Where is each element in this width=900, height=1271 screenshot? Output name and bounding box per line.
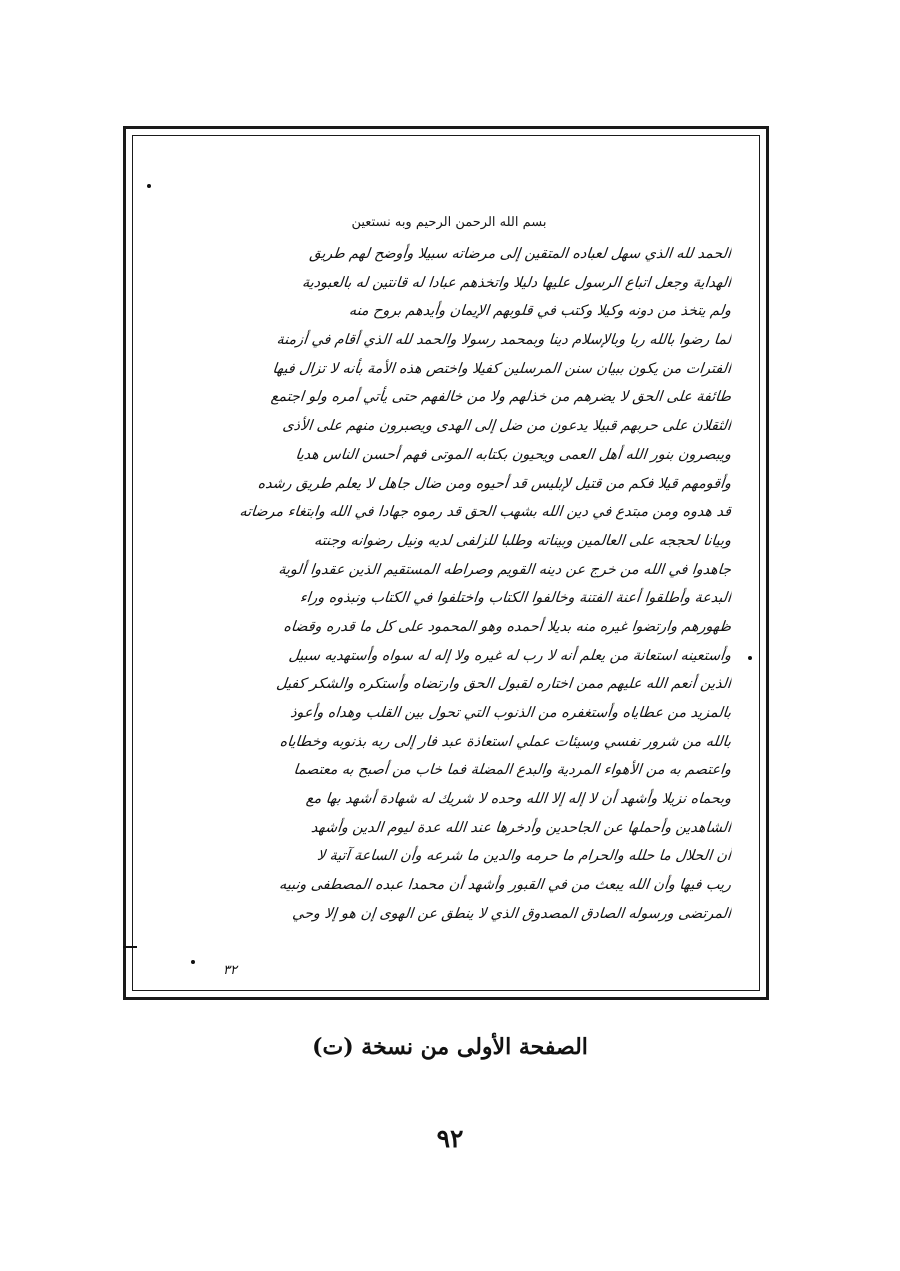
manuscript-line: وأستعينه استعانة من يعلم أنه لا رب له غيره ولا إله له سواه وأستهديه سبيل — [287, 647, 732, 664]
manuscript-line: طائفة على الحق لا يضرهم من خذلهم ولا من خالفهم حتى يأتي أمره ولو اجتمع — [270, 389, 732, 406]
manuscript-frame-inner — [132, 135, 760, 991]
manuscript-line: أن الحلال ما حلله والحرام ما حرمه والدين ما شرعه وأن الساعة آتية لا — [316, 848, 732, 865]
manuscript-line: واعتصم به من الأهواء المردية والبدع المضلة فما خاب من أصبح به معتصما — [292, 762, 732, 779]
figure-caption: الصفحة الأولى من نسخة (ت) — [312, 1034, 588, 1060]
folio-number: ٣٢ — [223, 963, 237, 978]
manuscript-line: وبيانا لحججه على العالمين وبيناته وطلبا للزلفى لديه ونيل رضوانه وجنته — [313, 532, 732, 549]
manuscript-line: لما رضوا بالله ربا وبالإسلام دينا وبمحمد رسولا والحمد لله الذي أقام في أزمنة — [275, 332, 732, 349]
manuscript-line: البدعة وأطلقوا أعنة الفتنة وخالفوا الكتاب واختلفوا في الكتاب ونبذوه وراء — [299, 590, 732, 607]
manuscript-lines — [167, 240, 731, 929]
manuscript-line: ويبصرون بنور الله أهل العمى ويحيون بكتابه الموتى فهم أحسن الناس هديا — [294, 446, 732, 463]
manuscript-heading: بسم الله الرحمن الرحيم وبه نستعين — [351, 215, 547, 230]
page-number: ٩٢ — [436, 1124, 464, 1153]
manuscript-line: ريب فيها وأن الله يبعث من في القبور وأشهد أن محمدا عبده المصطفى ونبيه — [278, 877, 732, 894]
manuscript-line: جاهدوا في الله من خرج عن دينه القويم وصراطه المستقيم الذين عقدوا ألوية — [277, 561, 732, 578]
manuscript-line: ولم يتخذ من دونه وكيلا وكتب في قلوبهم الإيمان وأيدهم بروح منه — [348, 303, 732, 320]
margin-dot — [748, 656, 752, 660]
manuscript-text-block — [167, 212, 731, 929]
manuscript-line: الثقلان على حربهم قبيلا يدعون من ضل إلى الهدى ويصبرون منهم على الأذى — [281, 418, 732, 435]
manuscript-line: وأقومهم قيلا فكم من قتيل لإبليس قد أحيوه ومن ضال جاهل لا يعلم طريق رشده — [256, 475, 732, 492]
manuscript-line: الهداية وجعل اتباع الرسول عليها دليلا واتخذهم عبادا له قانتين له بالعبودية — [301, 274, 732, 291]
manuscript-line: المرتضى ورسوله الصادق المصدوق الذي لا ينطق عن الهوى إن هو إلا وحي — [291, 905, 732, 922]
manuscript-line: وبحماه نزيلا وأشهد أن لا إله إلا الله وحده لا شريك له شهادة أشهد بها مع — [305, 791, 732, 808]
manuscript-line: ظهورهم وارتضوا غيره منه بديلا أحمده وهو المحمود على كل ما قدره وقضاه — [282, 618, 732, 635]
manuscript-line: قد هدوه ومن مبتدع في دين الله بشهب الحق قد رموه جهادا في الله وابتغاء مرضاته — [238, 504, 732, 521]
manuscript-line: الحمد لله الذي سهل لعباده المتقين إلى مرضاته سبيلا وأوضح لهم طريق — [308, 246, 732, 262]
manuscript-line: بالله من شرور نفسي وسيئات عملي استعاذة عبد فار إلى ربه بذنوبه وخطاياه — [278, 733, 732, 750]
manuscript-line: الذين أنعم الله عليهم ممن اختاره لقبول الحق وارتضاه وأستكره والشكر كفيل — [275, 676, 732, 693]
margin-dot — [147, 184, 151, 188]
margin-tick — [123, 946, 137, 948]
manuscript-line: بالمزيد من عطاياه وأستغفره من الذنوب التي تحول بين القلب وهداه وأعوذ — [289, 705, 732, 721]
manuscript-frame-outer — [123, 126, 769, 1000]
manuscript-line: الفترات من يكون ببيان سنن المرسلين كفيلا واختص هذه الأمة بأنه لا تزال فيها — [271, 360, 732, 377]
margin-dot — [191, 960, 195, 964]
manuscript-line: الشاهدين وأحملها عن الجاحدين وأدخرها عند الله عدة ليوم الدين وأشهد — [310, 819, 732, 836]
